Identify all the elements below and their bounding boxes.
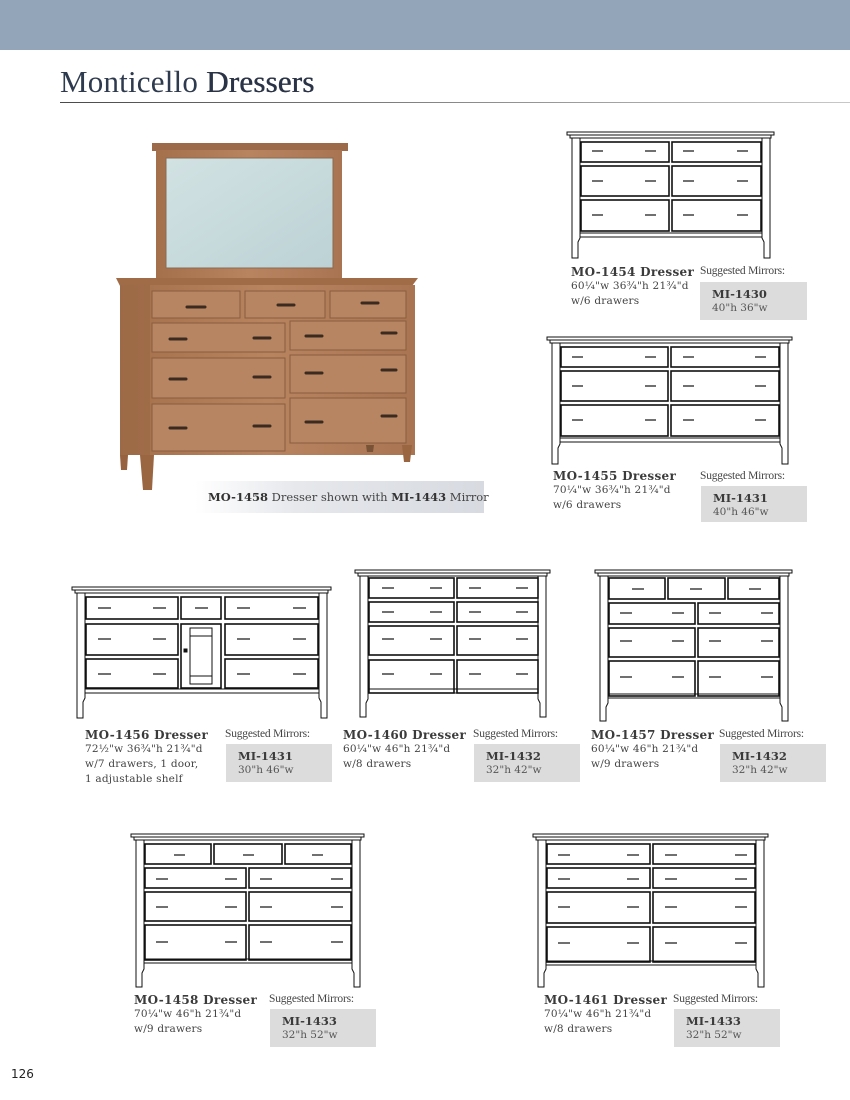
title-divider [60, 102, 850, 103]
suggested-mirror-mi1433 [674, 1009, 780, 1047]
spec-mo1460 [343, 728, 466, 772]
product-model: MO-1458 Dresser [134, 993, 258, 1007]
mirror-size: 30"h 46"w [238, 764, 294, 776]
mirror-size: 32"h 52"w [686, 1029, 742, 1041]
suggested-mirrors-label: Suggested Mirrors: [673, 993, 758, 1005]
drawing-mo1458 [130, 832, 366, 990]
page-number: 126 [11, 1067, 34, 1081]
drawing-mo1455 [546, 335, 794, 467]
suggested-mirror-mi1432 [720, 744, 826, 782]
suggested-mirrors-label: Suggested Mirrors: [473, 728, 558, 740]
product-dimensions: 60¼"w 46"h 21¾"d [343, 743, 451, 755]
mirror-model: MI-1432 [486, 749, 541, 763]
mirror-model: MI-1432 [732, 749, 787, 763]
mirror-model: MI-1433 [282, 1014, 337, 1028]
spec-mo1457 [591, 728, 714, 772]
spec-mo1461 [544, 993, 667, 1037]
spec-mo1454 [571, 265, 694, 309]
product-dimensions: 70¼"w 46"h 21¾"d [544, 1008, 652, 1020]
mirror-size: 40"h 46"w [713, 506, 769, 518]
title-light: Monticello [60, 64, 199, 99]
product-details: w/7 drawers, 1 door, [85, 758, 199, 770]
product-model: MO-1461 Dresser [544, 993, 668, 1007]
product-model: MO-1454 Dresser [571, 265, 695, 279]
drawing-mo1454 [566, 130, 776, 262]
product-model: MO-1457 Dresser [591, 728, 715, 742]
suggested-mirror-mi1431 [701, 486, 807, 522]
drawing-mo1456 [71, 585, 333, 721]
feature-photo-caption [195, 481, 489, 513]
product-details: w/8 drawers [544, 1023, 613, 1035]
suggested-mirror-mi1432 [474, 744, 580, 782]
product-details: w/6 drawers [571, 295, 640, 307]
drawing-mo1460 [354, 568, 552, 720]
mirror-size: 32"h 42"w [486, 764, 542, 776]
product-model: MO-1460 Dresser [343, 728, 467, 742]
spec-mo1455 [553, 469, 676, 513]
suggested-mirrors-label: Suggested Mirrors: [700, 470, 785, 482]
suggested-mirror-mi1430 [700, 282, 807, 320]
product-model: MO-1456 Dresser [85, 728, 209, 742]
product-dimensions: 72½"w 36¾"h 21¾"d [85, 743, 203, 755]
suggested-mirrors-label: Suggested Mirrors: [269, 993, 354, 1005]
product-details: w/9 drawers [591, 758, 660, 770]
product-details: w/8 drawers [343, 758, 412, 770]
caption-text: Dresser shown with [271, 490, 388, 504]
caption-mirror-model: MI-1443 [391, 490, 447, 504]
caption-model: MO-1458 [208, 490, 268, 504]
product-dimensions: 60¼"w 46"h 21¾"d [591, 743, 699, 755]
mirror-size: 32"h 52"w [282, 1029, 338, 1041]
suggested-mirrors-label: Suggested Mirrors: [225, 728, 310, 740]
title-bold: Dressers [206, 64, 315, 99]
mirror-size: 40"h 36"w [712, 302, 768, 314]
product-details-2: 1 adjustable shelf [85, 773, 183, 785]
product-dimensions: 70¼"w 46"h 21¾"d [134, 1008, 242, 1020]
product-model: MO-1455 Dresser [553, 469, 677, 483]
mirror-model: MI-1433 [686, 1014, 741, 1028]
mirror-size: 32"h 42"w [732, 764, 788, 776]
suggested-mirror-mi1433 [270, 1009, 376, 1047]
product-details: w/6 drawers [553, 499, 622, 511]
product-details: w/9 drawers [134, 1023, 203, 1035]
drawing-mo1461 [532, 832, 770, 990]
spec-mo1458 [134, 993, 257, 1037]
feature-photo-dresser-with-mirror [112, 140, 422, 492]
mirror-model: MI-1431 [238, 749, 293, 763]
caption-text-end: Mirror [449, 490, 489, 504]
mirror-model: MI-1430 [712, 287, 767, 301]
mirror-model: MI-1431 [713, 491, 768, 505]
header-band [0, 0, 850, 50]
suggested-mirrors-label: Suggested Mirrors: [719, 728, 804, 740]
drawing-mo1457 [594, 568, 794, 724]
page-title [60, 64, 314, 100]
suggested-mirror-mi1431 [226, 744, 332, 782]
product-dimensions: 60¼"w 36¾"h 21¾"d [571, 280, 689, 292]
spec-mo1456 [85, 728, 208, 787]
suggested-mirrors-label: Suggested Mirrors: [700, 265, 785, 277]
product-dimensions: 70¼"w 36¾"h 21¾"d [553, 484, 671, 496]
